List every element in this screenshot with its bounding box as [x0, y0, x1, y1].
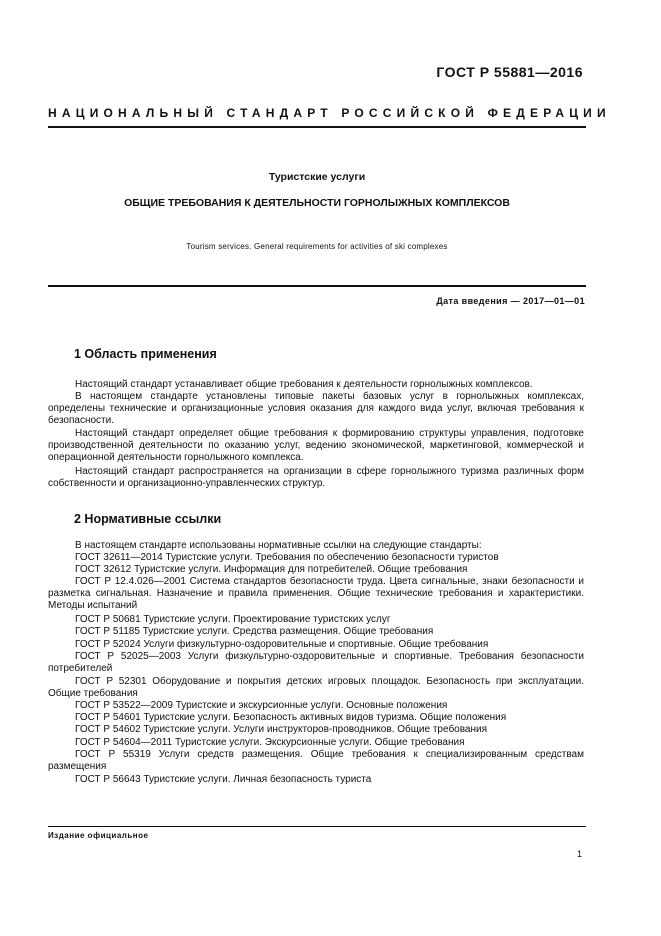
reference-item: ГОСТ Р 52024 Услуги физкультурно-оздоровительные и спортивные. Общие требования	[75, 639, 489, 650]
reference-item: ГОСТ Р 51185 Туристские услуги. Средства размещения. Общие требования	[75, 626, 434, 637]
document-number: ГОСТ Р 55881—2016	[436, 64, 583, 80]
title-divider	[48, 285, 586, 287]
reference-item: ГОСТ Р 56643 Туристские услуги. Личная безопасность туриста	[75, 774, 372, 785]
footer-divider	[48, 826, 586, 827]
reference-item: ГОСТ Р 53522—2009 Туристские и экскурсионные услуги. Основные положения	[75, 700, 448, 711]
section-2-paragraph: В настоящем стандарте использованы нормативные ссылки на следующие стандарты:	[75, 540, 482, 551]
reference-item: ГОСТ Р 54602 Туристские услуги. Услуги инструкторов-проводников. Общие требования	[75, 724, 488, 735]
national-standard-banner: НАЦИОНАЛЬНЫЙ СТАНДАРТ РОССИЙСКОЙ ФЕДЕРАЦИИ	[48, 106, 611, 120]
header-divider	[48, 126, 586, 128]
effective-date: Дата введения — 2017—01—01	[436, 296, 585, 306]
official-edition-label: Издание официальное	[48, 831, 149, 840]
reference-item: ГОСТ Р 54604—2011 Туристские услуги. Экскурсионные услуги. Общие требования	[75, 737, 465, 748]
page-number: 1	[576, 849, 582, 859]
reference-item: ГОСТ Р 54601 Туристские услуги. Безопасность активных видов туризма. Общие положения	[75, 712, 507, 723]
section-2-heading: 2 Нормативные ссылки	[74, 512, 222, 526]
section-1-paragraph: Настоящий стандарт устанавливает общие требования к деятельности горнолыжных комплексов.	[75, 379, 533, 390]
reference-item: ГОСТ Р 52025—2003 Услуги физкультурно-оздоровительные и спортивные. Требования безопасности потребителей	[48, 651, 584, 675]
section-1-paragraph: В настоящем стандарте установлены типовые пакеты базовых услуг в горнолыжных комплексах, определены технические и организационные условия оказания для каждого вида услуг, включая требования к безопасности.	[48, 391, 584, 427]
section-1-heading: 1 Область применения	[74, 347, 217, 361]
reference-item: ГОСТ 32611—2014 Туристские услуги. Требования по обеспечению безопасности туристов	[75, 552, 499, 563]
standard-title: ОБЩИЕ ТРЕБОВАНИЯ К ДЕЯТЕЛЬНОСТИ ГОРНОЛЫЖНЫХ КОМПЛЕКСОВ	[124, 197, 510, 209]
standard-title-english: Tourism services. General requirements for activities of ski complexes	[186, 242, 448, 251]
standard-category: Туристские услуги	[268, 171, 366, 183]
reference-item: ГОСТ Р 50681 Туристские услуги. Проектирование туристских услуг	[75, 614, 391, 625]
reference-item: ГОСТ Р 52301 Оборудование и покрытия детских игровых площадок. Безопасность при эксплуатации. Общие требования	[48, 676, 584, 700]
section-1-paragraph: Настоящий стандарт определяет общие требования к формированию структуры управления, подготовке производственной деятельности по оказанию услуг, ведению экономической, маркетинговой, коммерческой и операционной деятельности горнолыжного комплекса.	[48, 428, 584, 464]
reference-item: ГОСТ Р 55319 Услуги средств размещения. Общие требования к специализированным средствам размещения	[48, 749, 584, 773]
section-1-paragraph: Настоящий стандарт распространяется на организации в сфере горнолыжного туризма различных форм собственности и организационно-управленческих структур.	[48, 466, 584, 490]
reference-item: ГОСТ Р 12.4.026—2001 Система стандартов безопасности труда. Цвета сигнальные, знаки безопасности и разметка сигнальная. Назначение и правила применения. Общие технические требования и характеристики. Методы испытаний	[48, 576, 584, 612]
reference-item: ГОСТ 32612 Туристские услуги. Информация для потребителей. Общие требования	[75, 564, 468, 575]
